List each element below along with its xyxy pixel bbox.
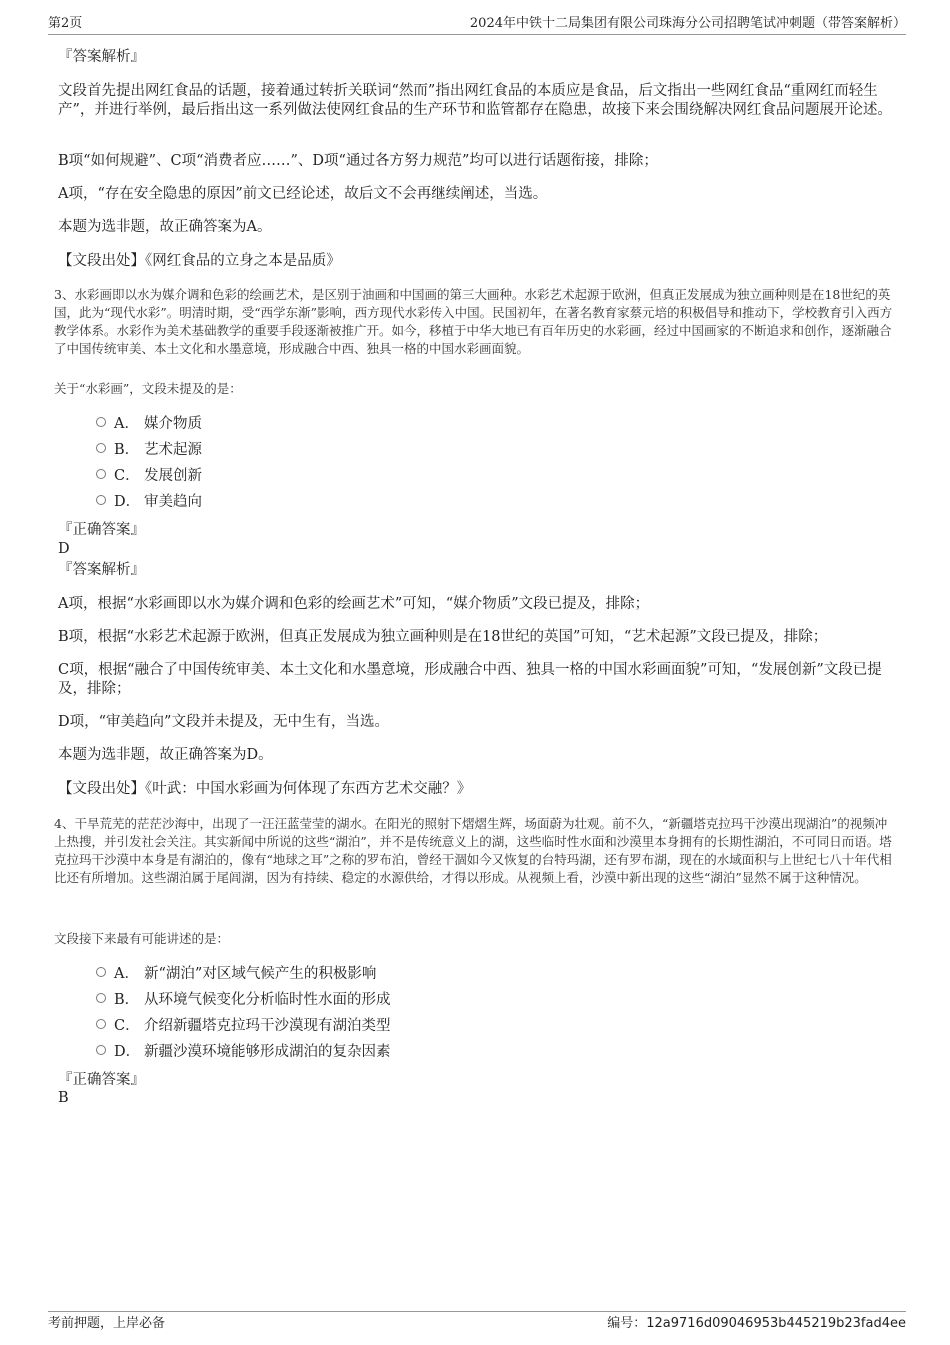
answer-label: 『正确答案』 bbox=[58, 1072, 145, 1088]
option-d[interactable]: D． 新疆沙漠环境能够形成湖泊的复杂因素 bbox=[96, 1042, 391, 1062]
question-passage: 4、干旱荒芜的茫茫沙海中，出现了一汪汪蓝莹莹的湖水。在阳光的照射下熠熠生辉，场面蔚为壮观。前不久，“新疆塔克拉玛干沙漠出现湖泊”的视频冲上热搜，并引发社会关注。其实新闻中所说的这些“湖泊”，并不是传统意义上的湖，这些临时性水面和沙漠里本身拥有的长期性湖泊，不可同日而语。塔克拉玛干沙漠中本身是有湖泊的，像有“地球之耳”之称的罗布泊，曾经干涸如今又恢复的台特玛湖，还有罗布湖，现在的水域面积与上世纪七八十年代相比还有所增加。这些湖泊属于尾闾湖，因为有持续、稳定的水源供给，才得以形成。从视频上看，沙漠中新出现的这些“湖泊”显然不属于这种情况。 bbox=[54, 816, 892, 885]
analysis-paragraph: A项，根据“水彩画即以水为媒介调和色彩的绘画艺术”可知，“媒介物质”文段已提及，排除； bbox=[58, 596, 650, 612]
question-prompt: 关于“水彩画”，文段未提及的是： bbox=[54, 381, 242, 396]
analysis-paragraph: 本题为选非题，故正确答案为A。 bbox=[58, 219, 272, 235]
analysis-paragraph: 文段首先提出网红食品的话题，接着通过转折关联词“然而”指出网红食品的本质应是食品，后文指出一些网红食品“重网红而轻生产”，并进行举例，最后指出这一系列做法使网红食品的生产环节和监管都存在隐患，故接下来会围绕解决网红食品问题展开论述。 bbox=[58, 83, 892, 118]
radio-button[interactable] bbox=[96, 993, 106, 1003]
page-footer bbox=[48, 1311, 906, 1332]
answer-label: 『正确答案』 bbox=[58, 522, 145, 538]
analysis-label: 『答案解析』 bbox=[58, 49, 145, 65]
analysis-paragraph: B项，根据“水彩艺术起源于欧洲，但真正发展成为独立画种则是在18世纪的英国”可知，“艺术起源”文段已提及，排除； bbox=[58, 629, 828, 645]
radio-button[interactable] bbox=[96, 1019, 106, 1029]
source-citation: 【文段出处】《网红食品的立身之本是品质》 bbox=[58, 253, 341, 269]
page-header bbox=[48, 14, 906, 35]
analysis-paragraph: C项，根据“融合了中国传统审美、本土文化和水墨意境，形成融合中西、独具一格的中国水彩画面貌”可知，“发展创新”文段已提及，排除； bbox=[58, 662, 882, 697]
document-code: 编号：12a9716d09046953b445219b23fad4ee bbox=[607, 1316, 906, 1331]
footer-slogan: 考前押题，上岸必备 bbox=[48, 1316, 166, 1331]
answer-value: B bbox=[58, 1090, 69, 1106]
option-c[interactable]: C． 介绍新疆塔克拉玛干沙漠现有湖泊类型 bbox=[96, 1016, 391, 1036]
page-number: 第2页 bbox=[48, 16, 83, 31]
analysis-paragraph: 本题为选非题，故正确答案为D。 bbox=[58, 747, 273, 763]
option-b[interactable]: B． 艺术起源 bbox=[96, 440, 202, 460]
option-c[interactable]: C． 发展创新 bbox=[96, 466, 202, 486]
analysis-paragraph: B项“如何规避”、C项“消费者应……”、D项“通过各方努力规范”均可以进行话题衔接，排除； bbox=[58, 153, 658, 169]
analysis-paragraph: D项，“审美趋向”文段并未提及，无中生有，当选。 bbox=[58, 714, 389, 730]
analysis-paragraph: A项，“存在安全隐患的原因”前文已经论述，故后文不会再继续阐述，当选。 bbox=[58, 186, 548, 202]
answer-value: D bbox=[58, 541, 70, 557]
option-b[interactable]: B． 从环境气候变化分析临时性水面的形成 bbox=[96, 990, 391, 1010]
source-citation: 【文段出处】《叶武：中国水彩画为何体现了东西方艺术交融？》 bbox=[58, 781, 472, 797]
option-a[interactable]: A． 新“湖泊”对区域气候产生的积极影响 bbox=[96, 964, 376, 984]
option-a[interactable]: A． 媒介物质 bbox=[96, 414, 202, 434]
analysis-label: 『答案解析』 bbox=[58, 562, 145, 578]
radio-button[interactable] bbox=[96, 967, 106, 977]
radio-button[interactable] bbox=[96, 443, 106, 453]
radio-button[interactable] bbox=[96, 469, 106, 479]
document-title: 2024年中铁十二局集团有限公司珠海分公司招聘笔试冲刺题（带答案解析） bbox=[469, 16, 906, 31]
radio-button[interactable] bbox=[96, 1045, 106, 1055]
radio-button[interactable] bbox=[96, 417, 106, 427]
question-passage: 3、水彩画即以水为媒介调和色彩的绘画艺术，是区别于油画和中国画的第三大画种。水彩艺术起源于欧洲，但真正发展成为独立画种则是在18世纪的英国，此为“现代水彩”。明清时期，受“西学东渐”影响，西方现代水彩传入中国。民国初年，在著名教育家蔡元培的积极倡导和推动下，学校教育引入西方教学体系。水彩作为美术基础教学的重要手段逐渐被推广开。如今，移植于中华大地已有百年历史的水彩画，经过中国画家的不断追求和创作，逐渐融合了中国传统审美、本土文化和水墨意境，形成融合中西、独具一格的中国水彩画面貌。 bbox=[54, 287, 893, 356]
radio-button[interactable] bbox=[96, 495, 106, 505]
option-d[interactable]: D． 审美趋向 bbox=[96, 492, 202, 512]
question-prompt: 文段接下来最有可能讲述的是： bbox=[54, 931, 230, 946]
